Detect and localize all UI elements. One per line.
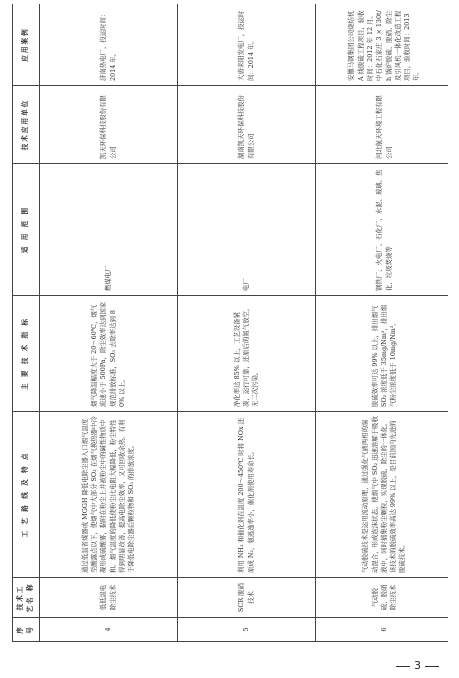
technology-table <box>12 4 448 642</box>
row-case: 济南热电厂，投运时间：2014 年。 <box>40 4 178 86</box>
rotated-table-area <box>12 4 448 642</box>
table-header-row <box>13 4 40 642</box>
footer-dash-right <box>425 666 439 667</box>
table-row <box>178 4 316 642</box>
row-scope: 电厂 <box>178 164 316 296</box>
row-no: 5 <box>178 618 316 642</box>
page-number: 3 <box>414 659 421 672</box>
row-indicators: 净化率达 85% 以上，工艺设备紧凑，运行可靠，还原后的氮气放空，无二次污染。 <box>178 296 316 412</box>
row-unit: 凯天环保科技股份有限公司 <box>40 86 178 164</box>
row-no: 6 <box>316 618 449 642</box>
table-row <box>316 4 449 642</box>
rotated-table-container <box>12 4 448 642</box>
row-indicators: 烟气降温幅度大于 20～60℃，烟气流速小于 500Pa，除尘效率达到国家规范排放标准，SO₃ 去除率达到 80% 以上。 <box>40 296 178 412</box>
row-route: 气动脱硫技术是运用流动原理，通过强化气液两相的湍动混合，形成泡沫状态，使烟气中 SO₂ 迅速溶解于吸收液中，同时捕集粉尘颗粒，实现脱硫、除尘的一体化。该技术的脱硫效率高达 99% 以上，是目前国内先进的脱硫技术。 <box>316 412 449 578</box>
row-unit: 河北航天环境工程有限公司 <box>316 86 449 164</box>
header-route: 工 艺 路 线 及 特 点 <box>13 412 40 578</box>
header-case: 应用案例 <box>13 4 40 86</box>
row-scope: 燃煤电厂 <box>40 164 178 296</box>
row-scope: 钢铁厂、火电厂、石化厂、水泥、玻璃、焦化、垃圾焚烧等 <box>316 164 449 296</box>
row-indicators: 脱硫效率可达 99% 以上，排出烟气 SO₂ 浓度低于 35mg/Nm³，排出烟气粉尘浓度低于 10mg/Nm³。 <box>316 296 449 412</box>
header-scope: 适 用 范 围 <box>13 164 40 296</box>
header-name: 技术工艺名 称 <box>13 578 40 618</box>
row-unit: 湖南凯天环保科技股份有限公司 <box>178 86 316 164</box>
header-no: 序号 <box>13 618 40 642</box>
row-name: SCR 脱硝技术 <box>178 578 316 618</box>
row-route: 通过低温省煤器或 MGGH 降低电除尘器入口烟气温度至酸露点以下，使烟气中大部分 SO₃ 在烟气换热器中冷凝形成硫酸雾，黏附在粉尘上并被粉尘中的碱性物质中和。烟气温度的降低使粉尘比电阻大幅降低，粉尘特性得到明显改善，提高电除尘效率，又可回收余热。有利于降低电除尘器后颗粒物和 SO₃ 的排放浓度。 <box>40 412 178 578</box>
table-row <box>40 4 178 642</box>
row-case: 安徽马钢集团公司烧结机 A 线脱硫工程项目，验收时间：2012 年 12 月。中石化石家庄 3 × 130t/h 锅炉脱硫、脱硝、除尘及引风机一体化改造工程项目，验收时间：2013 年。 <box>316 4 449 86</box>
row-name: 气动脱硫、脱硝除尘技术 <box>316 578 449 618</box>
header-indicators: 主 要 技 术 指 标 <box>13 296 40 412</box>
header-unit: 技术应用单位 <box>13 86 40 164</box>
page-footer <box>392 659 443 672</box>
footer-dash-left <box>396 666 410 667</box>
row-route: 利用 NH₃ 和催化剂在温度 200～450℃ 时将 NOx 还原成 N₂，氨逃逸率小，催化剂使用寿命长。 <box>178 412 316 578</box>
row-case: 大唐耒阳发电厂，投运时间：2014 年。 <box>178 4 316 86</box>
row-name: 低低温电除尘技术 <box>40 578 178 618</box>
row-no: 4 <box>40 618 178 642</box>
